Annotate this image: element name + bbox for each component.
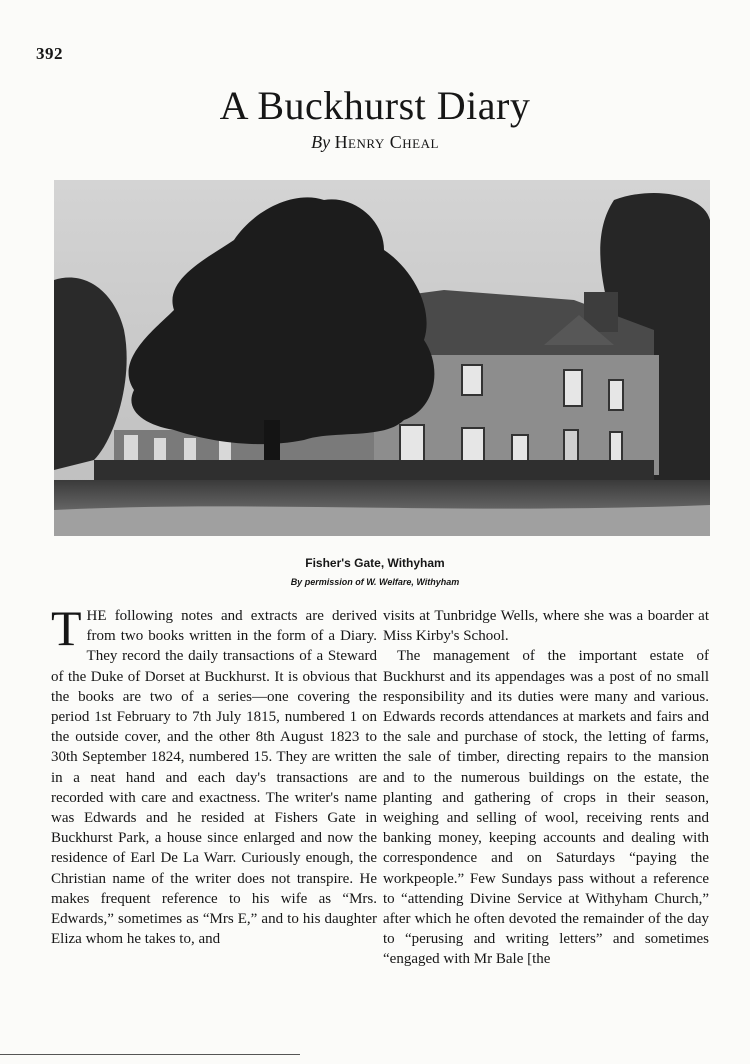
byline: [0, 132, 750, 153]
photo-illustration: [54, 180, 710, 536]
article-column-right: [383, 606, 709, 970]
house-photograph: [54, 180, 710, 536]
right-column-paragraph-2: The management of the important estate of Buckhurst and its appendages was a post of no small responsibility and its duties were many and various. Edwards records attendances at markets and fairs and the sale and purchase of stock, the letting of farms, the sale of timber, directing repairs to the mansion and to the numerous buildings on the estate, the planting and gathering of crops in their season, weighing and selling of wool, receiving rents and banking money, keeping accounts and dealing with correspondence and on Saturdays “paying the workpeople.” Few Sundays pass without a reference to “attending Divine Service at Withyham Church,” after which he often devoted the remainder of the day to “perusing and writing letters” and sometimes “engaged with Mr Bale [the: [383, 648, 709, 968]
left-column-text: HE following notes and extracts are derived from two books written in the form of a Diary. They record the daily transactions of a Steward of the Duke of Dorset at Buckhurst. It is obvious that the books are two of a series—one covering the period 1st February to 7th July 1815, numbered 1 on the outside cover, and the other 8th August 1823 to 30th September 1824, numbered 15. They are written in a neat hand and each day's transactions are recorded with care and exactness. The writer's name was Edwards and he resided at Fishers Gate in Buckhurst Park, a house since enlarged and now the residence of Earl De La Warr. Curiously enough, the Christian name of the writer does not transpire. He makes frequent reference to his wife as “Mrs. Edwards,” sometimes as “Mrs E,” and to his daughter Eliza whom he takes to, and: [51, 608, 377, 948]
page-number: 392: [36, 44, 63, 63]
byline-author: Henry Cheal: [334, 132, 439, 152]
figure-caption: Fisher's Gate, Withyham: [305, 556, 445, 570]
right-column-paragraph-1: visits at Tunbridge Wells, where she was a boarder at Miss Kirby's School.: [383, 608, 709, 645]
article-title: A Buckhurst Diary: [219, 83, 531, 128]
bottom-rule: [0, 1054, 300, 1055]
drop-cap: T: [51, 600, 82, 656]
article-column-left: [51, 600, 377, 949]
byline-by: By: [311, 132, 331, 152]
figure-credit: By permission of W. Welfare, Withyham: [290, 577, 460, 587]
